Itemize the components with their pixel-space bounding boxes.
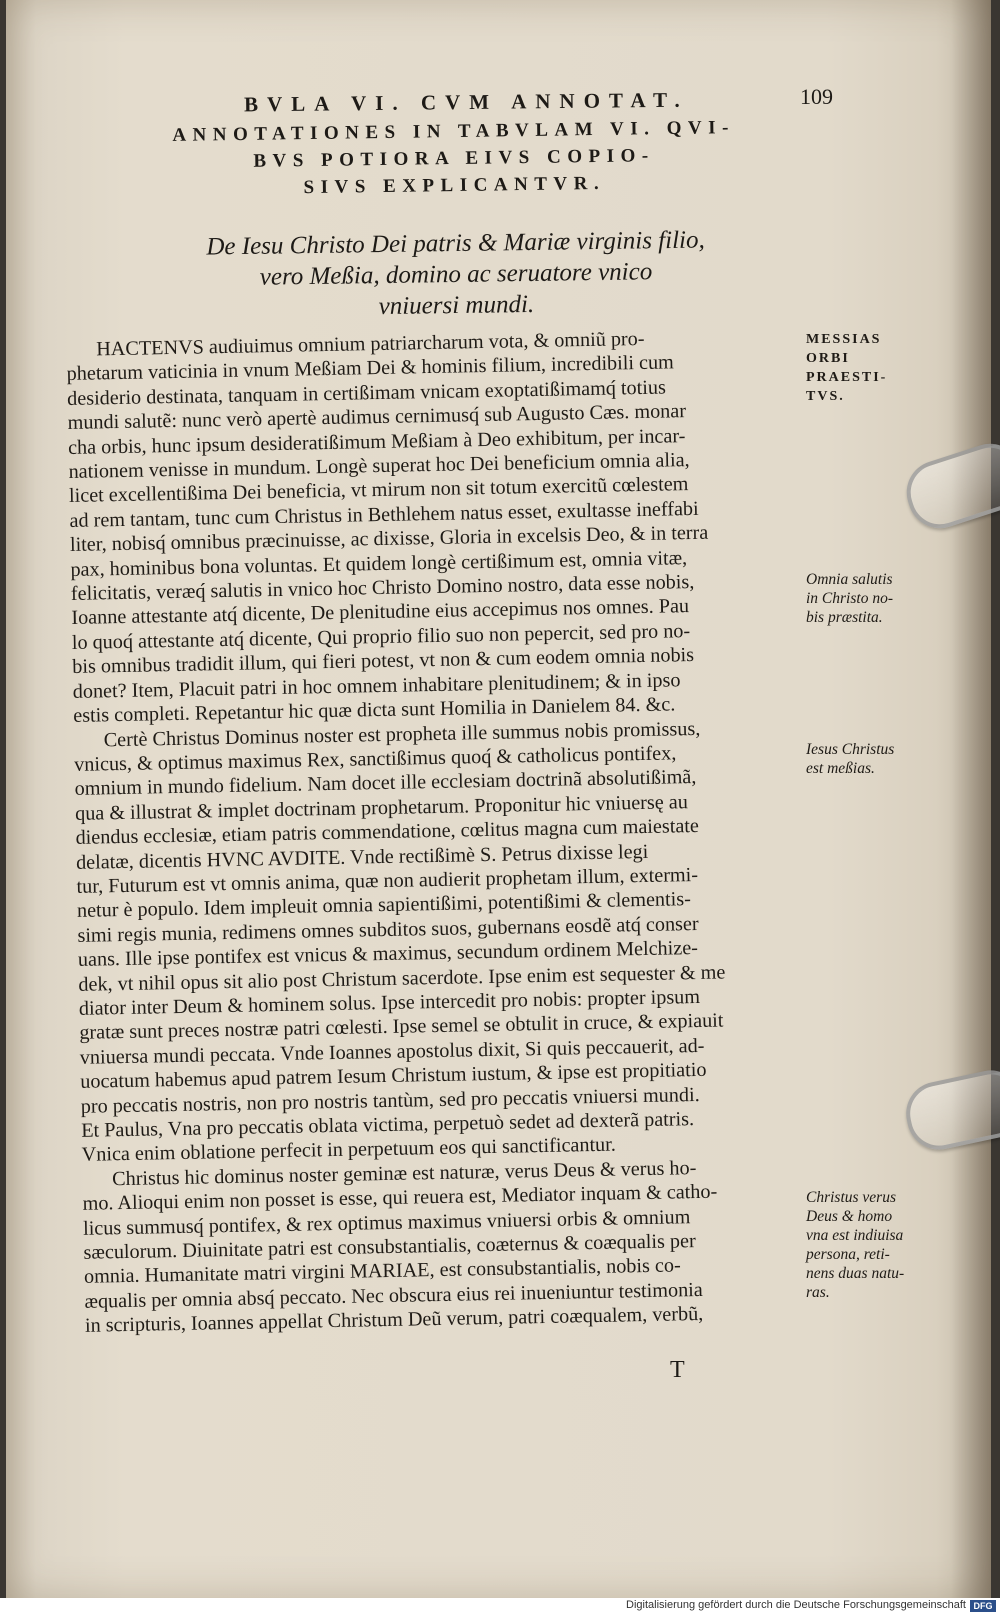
body-line: Christus hic dominus noster geminæ est naturæ, verus Deus & verus ho- [111,1156,697,1191]
margin-note-messiah [806,740,924,778]
body-line: sæculorum. Diuinitate patri est consubstantialis, coæternus & coæqualis per [83,1230,696,1264]
body-line: netur è populo. Idem impleuit omnia sapientißimi, potentißimi & clementis- [76,888,692,923]
margin-note-two-natures [806,1188,924,1302]
body-line: in scripturis, Ioannes appellat Christum Deũ verum, patri coæqualem, verbũ, [84,1303,704,1338]
body-line: liter, nobisq́ omnibus præcinuisse, ac dixisse, Gloria in excelsis Deo, & in terra [69,521,709,557]
margin-note-line: in Christo no- [806,590,893,607]
body-line: Et Paulus, Vna pro peccatis oblata victima, perpetuò sedet ad dexterã patris. [81,1108,695,1142]
margin-note-line: Omnia salutis [806,571,893,588]
section-title-line: ANNOTATIONES IN TABVLAM VI. QVI- [172,117,736,146]
body-line: diator inter Deum & hominem solus. Ipse intercedit pro nobis: propter ipsum [78,985,701,1020]
margin-note-line: MESSIAS [806,332,882,347]
body-line: qua & illustrat & implet doctrinam prophetarum. Proponitur hic vniuersę au [74,790,689,825]
body-line: nationem venisse in mundum. Longè superat hoc Dei beneficium omnia alia, [68,449,690,484]
page-number: 109 [800,84,833,109]
subtitle-line: vniuersi mundi. [378,290,535,321]
chapter-subtitle [175,224,736,325]
body-line: omnia. Humanitate matri virgini MARIAE, est consubstantialis, nobis co- [83,1254,681,1289]
body-line: bis omnibus tradidit illum, qui fieri potest, vt non & cum eodem omnia nobis [72,644,695,679]
body-line: simi regis munia, redimens omnes subditos suos, gubernans eosdẽ atq́ conser [77,912,699,947]
body-line: dek, vt nihil opus sit alio post Christum sacerdote. Ipse enim est sequester & me [78,961,726,996]
book-page [6,0,991,1598]
section-title-line: BVS POTIORA EIVS COPIO- [253,145,655,172]
page-edge-shadow [951,0,991,1598]
body-line: estis completi. Repetantur hic quæ dicta sunt Homilia in Danielem 84. &c. [73,693,676,728]
body-line: licus summusq́ pontifex, & rex optimus maximus vniuersi orbis & omnium [82,1205,691,1240]
body-line: cha orbis, hunc ipsum desideratißimum Meßiam à Deo exhibitum, per incar- [67,424,686,459]
running-head: BVLA VI. CVM ANNOTAT. [243,87,689,117]
signature-mark: T [670,1357,685,1383]
body-line: Ioanne attestante atq́ dicente, De plenitudine eius accepimus nos omnes. Pau [71,595,690,630]
margin-note-line: Iesus Christus [806,741,895,758]
body-line: ad rem tantam, tunc cum Christus in Bethlehem natus esset, exultasse ineffabi [69,497,699,532]
body-line: uans. Ille ipse pontifex est vnicus & maximus, secundum ordinem Melchize- [77,937,699,972]
digitization-credit: Digitalisierung gefördert durch die Deutsche Forschungsgemeinschaft [626,1599,966,1611]
body-line: lo quoq́ attestante atq́ dicente, Qui proprio filio suo non pepercit, sed pro no- [71,619,691,654]
margin-note-line: PRAESTI- [806,370,888,385]
body-line: mundi salutẽ: nunc verò apertè audimus cernimusq́ sub Augusto Cæs. monar [67,400,687,435]
body-line: æqualis per omnia absq́ peccato. Nec obscura eius rei inueniuntur testimonia [84,1278,703,1313]
dfg-logo: DFG [970,1600,996,1612]
body-line: vnicus, & optimus maximus Rex, sanctißimus quoq́ & catholicus pontifex, [73,742,677,776]
body-line: donet? Item, Placuit patri in hoc omnem inhabitare plenitudinem; & in ipso [72,668,681,703]
margin-note-line: Christus verus [806,1189,896,1206]
body-line: Vnica enim oblatione perfecit in perpetuum eos qui sanctificantur. [81,1134,617,1167]
margin-note-line: TVS. [806,389,845,404]
body-line: omnium in mundo fidelium. Nam docet ille ecclesiam doctrinã absolutißimã, [74,766,697,801]
margin-note-line: Deus & homo [806,1208,893,1225]
margin-note-line: nens duas natu- [806,1265,905,1282]
margin-note-line: est meßias. [806,760,875,777]
margin-note-line: ras. [806,1284,830,1301]
body-line: HACTENVS audiuimus omnium patriarcharum vota, & omniũ pro- [96,327,645,361]
body-line: pro peccatis nostris, non pro nostris tantùm, sed pro peccatis vniuersi mundi. [80,1083,700,1118]
body-line: desiderio destinata, tanquam in certißimam vnicam exoptatißimamq́ totius [66,376,667,410]
subtitle-line: vero Meßia, domino ac seruatore vnico [259,258,653,291]
body-line: vniuersa mundi peccata. Vnde Ioannes apostolus dixit, Si quis peccauerit, ad- [79,1034,705,1069]
body-line: mo. Alioqui enim non posset is esse, qui reuera est, Mediator inquam & catho- [82,1180,718,1216]
body-text [66,324,815,1338]
margin-note-line: vna est indiuisa [806,1227,904,1244]
margin-note-line: ORBI [806,351,850,366]
body-line: pax, hominibus bona voluntas. Et quidem longè certißimum est, omnia vitæ, [70,546,688,581]
margin-note-salvation [806,570,924,627]
margin-note-messias [806,330,924,406]
body-line: licet excellentißima Dei beneficia, vt mirum non sit totum exercitũ cœlestem [68,473,689,508]
section-title [143,114,764,204]
body-line: felicitatis, veræq́ salutis in vnico hoc Christo Domino nostro, data esse nobis, [70,571,695,606]
body-line: delatæ, dicentis HVNC AVDITE. Vnde rectißimè S. Petrus dixisse legi [75,840,649,874]
margin-note-line: persona, reti- [806,1246,890,1263]
body-line: uocatum habemus apud patrem Iesum Christum iustum, & ipse est propitiatio [80,1059,707,1094]
body-line: gratæ sunt preces nostræ patri cœlesti. Ipse semel se obtulit in cruce, & expiauit [79,1009,724,1045]
margin-note-line: bis præstita. [806,609,883,626]
subtitle-line: De Iesu Christo Dei patris & Mariæ virginis filio, [206,226,705,261]
section-title-line: SIVS EXPLICANTVR. [303,172,606,199]
body-line: phetarum vaticinia in vnum Meßiam Dei & hominis filium, incredibili cum [66,351,675,386]
body-line: tur, Futurum est vt omnis anima, quæ non audierit prophetam illum, extermi- [76,863,699,898]
body-line: diendus ecclesiæ, etiam patris commendatione, cœlitus magna cum maiestate [75,815,700,850]
body-line: Certè Christus Dominus noster est propheta ille summus nobis promissus, [103,717,701,751]
